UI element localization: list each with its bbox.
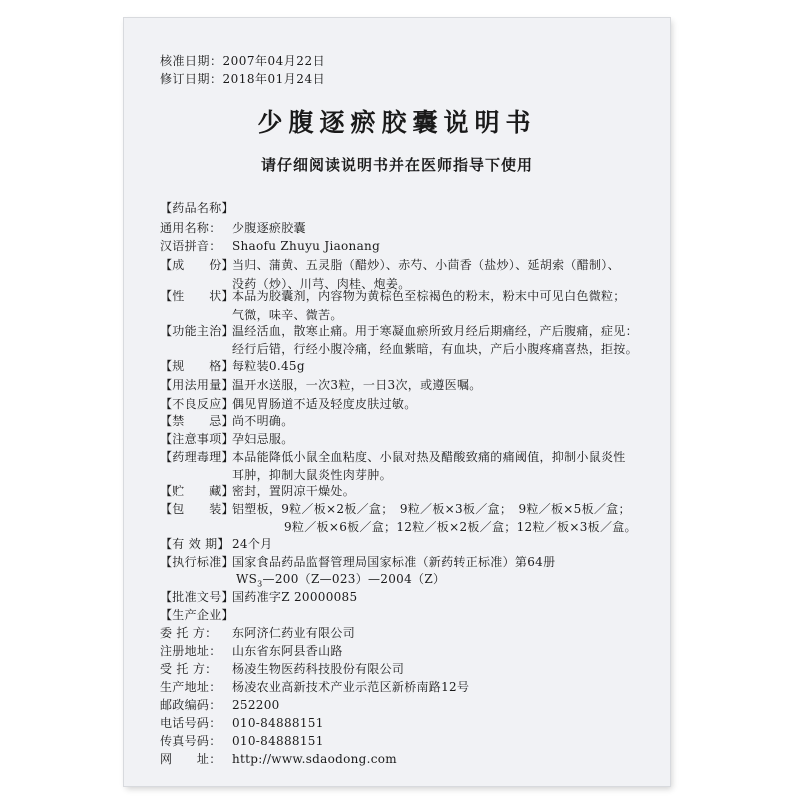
indications-line-2: 经行后错，行经小腹冷痛，经血紫暗，有血块，产后小腹疼痛喜热，拒按。 (232, 342, 638, 356)
generic-name-value: 少腹逐瘀胶囊 (232, 221, 306, 235)
properties-row (160, 287, 626, 304)
spec-label: 【规 格】 (160, 359, 234, 373)
generic-name-label: 通用名称： (160, 221, 222, 235)
revision-date: 修订日期：2018年01月24日 (160, 72, 326, 86)
trustee-label: 受 托 方： (160, 662, 218, 676)
website-label: 网 址： (160, 752, 222, 766)
standard-row (160, 553, 555, 570)
contra-label: 【禁 忌】 (160, 414, 234, 428)
pinyin-value: Shaofu Zhuyu Jiaonang (232, 239, 381, 253)
postcode-value: 252200 (232, 698, 280, 712)
manufacturer-label: 【生产企业】 (160, 608, 234, 622)
standard-code-suffix: —200（Z—023）—2004（Z） (262, 572, 446, 586)
usage-value: 温开水送服，一次3粒，一日3次，或遵医嘱。 (232, 378, 482, 392)
contra-value: 尚不明确。 (232, 414, 294, 428)
trustee-row (160, 660, 404, 677)
package-line-1: 铝塑板，9粒／板×2板／盒； 9粒／板×3板／盒； 9粒／板×5板／盒； (232, 502, 631, 516)
approval-no-value: 国药准字Z 20000085 (232, 590, 358, 604)
postcode-label: 邮政编码： (160, 698, 222, 712)
storage-value: 密封，置阴凉干燥处。 (232, 484, 356, 498)
website-link[interactable]: http://www.sdaodong.com (232, 752, 397, 766)
properties-line-1: 本品为胶囊剂，内容物为黄棕色至棕褐色的粉末，粉末中可见白色微粒； (232, 289, 626, 303)
precautions-row (160, 430, 294, 447)
storage-row (160, 482, 355, 499)
toxicology-line-1: 本品能降低小鼠全血粘度、小鼠对热及醋酸致痛的痛阈值，抑制小鼠炎性 (232, 450, 626, 464)
package-line-2: 9粒／板×6板／盒；12粒／板×2板／盒；12粒／板×3板／盒。 (284, 520, 637, 534)
phone-label: 电话号码： (160, 716, 222, 730)
ingredients-line-1: 当归、蒲黄、五灵脂（醋炒）、赤芍、小茴香（盐炒）、延胡索（醋制）、 (232, 258, 620, 272)
pinyin-label: 汉语拼音： (160, 239, 222, 253)
fax-row (160, 732, 324, 749)
ingredients-row (160, 256, 620, 273)
approval-date: 核准日期：2007年04月22日 (160, 54, 326, 68)
usage-row (160, 376, 482, 393)
fax-label: 传真号码： (160, 734, 222, 748)
fax-value: 010-84888151 (232, 734, 324, 748)
postcode-row (160, 696, 280, 713)
properties-label: 【性 状】 (160, 289, 234, 303)
pinyin-row (160, 237, 380, 254)
prod-addr-value: 杨凌农业高新技术产业示范区新桥南路12号 (232, 680, 470, 694)
approval-no-row (160, 588, 357, 605)
entrust-row (160, 624, 355, 641)
indications-row (160, 322, 638, 339)
reg-addr-row (160, 642, 343, 659)
toxicology-row (160, 448, 626, 465)
leaflet-sheet (124, 18, 670, 786)
entrust-value: 东阿济仁药业有限公司 (232, 626, 356, 640)
adverse-row (160, 395, 417, 412)
indications-line-1: 温经活血，散寒止痛。用于寒凝血瘀所致月经后期痛经，产后腹痛，症见： (232, 324, 638, 338)
trustee-value: 杨凌生物医药科技股份有限公司 (232, 662, 405, 676)
adverse-label: 【不良反应】 (160, 397, 234, 411)
validity-label: 【有 效 期】 (160, 537, 230, 551)
spec-row (160, 357, 305, 374)
page-subtitle: 请仔细阅读说明书并在医师指导下使用 (260, 156, 533, 174)
standard-code-prefix: WS (236, 572, 258, 586)
precautions-label: 【注意事项】 (160, 432, 234, 446)
toxicology-line-2: 耳肿，抑制大鼠炎性肉芽肿。 (232, 468, 392, 482)
website-row (160, 750, 397, 767)
spec-value: 每粒装0.45g (232, 359, 305, 373)
prod-addr-row (160, 678, 469, 695)
package-label: 【包 装】 (160, 502, 234, 516)
standard-line-1: 国家食品药品监督管理局国家标准（新药转正标准）第64册 (232, 555, 556, 569)
toxicology-label: 【药理毒理】 (160, 450, 234, 464)
package-row (160, 500, 631, 517)
page-title: 少腹逐瘀胶囊说明书 (257, 108, 537, 137)
precautions-value: 孕妇忌服。 (232, 432, 294, 446)
drug-name-label: 【药品名称】 (160, 201, 234, 215)
phone-value: 010-84888151 (232, 716, 324, 730)
entrust-label: 委 托 方： (160, 626, 218, 640)
ingredients-line-2: 没药（炒）、川芎、肉桂、炮姜。 (232, 277, 411, 291)
phone-row (160, 714, 324, 731)
indications-label: 【功能主治】 (160, 324, 234, 338)
adverse-value: 偶见胃肠道不适及轻度皮肤过敏。 (232, 397, 417, 411)
reg-addr-value: 山东省东阿县香山路 (232, 644, 343, 658)
generic-name-row (160, 219, 306, 236)
validity-value: 24个月 (232, 537, 273, 551)
reg-addr-label: 注册地址： (160, 644, 222, 658)
prod-addr-label: 生产地址： (160, 680, 222, 694)
approval-no-label: 【批准文号】 (160, 590, 234, 604)
contra-row (160, 412, 294, 429)
usage-label: 【用法用量】 (160, 378, 234, 392)
validity-row (160, 535, 272, 552)
storage-label: 【贮 藏】 (160, 484, 234, 498)
properties-line-2: 气微，味辛、微苦。 (232, 308, 343, 322)
standard-label: 【执行标准】 (160, 555, 234, 569)
standard-line-2 (236, 570, 445, 588)
ingredients-label: 【成 份】 (160, 258, 234, 272)
standard-code-subscript: 3 (257, 579, 263, 589)
